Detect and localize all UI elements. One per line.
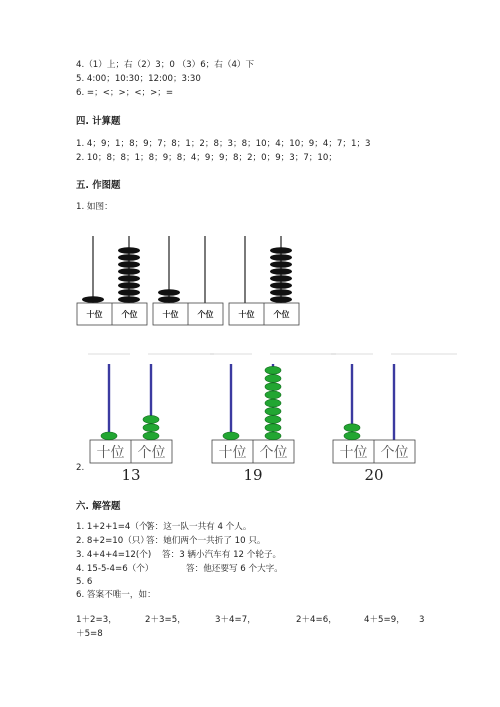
tens-bead	[101, 432, 117, 440]
word-answer-4-eq: 4. 15-5-4=6（个）	[76, 564, 154, 574]
example-2: 2＋3=5，	[145, 615, 186, 625]
word-answer-1-text: 答：这一队一共有 4 个人。	[146, 522, 252, 532]
word-answer-2-eq: 2. 8+2=10（只）	[76, 536, 149, 546]
ones-bead	[143, 432, 159, 440]
ones-bead	[118, 282, 140, 289]
tens-bead	[223, 432, 239, 440]
word-answer-3-text: 答：3 辆小汽车有 12 个轮子。	[162, 550, 282, 560]
tens-label: 十位	[218, 445, 247, 461]
tens-label: 十位	[162, 310, 179, 319]
drawing-item-1: 1. 如图：	[76, 202, 113, 212]
ones-label: 个位	[273, 310, 290, 319]
ones-bead	[265, 391, 281, 399]
section-heading-drawing: 五. 作图题	[76, 180, 121, 191]
ones-bead	[118, 268, 140, 275]
ones-bead	[270, 254, 292, 261]
ones-bead	[265, 424, 281, 432]
ones-label: 个位	[259, 445, 288, 461]
tens-label: 十位	[86, 310, 103, 319]
ones-bead	[270, 289, 292, 296]
tens-bead	[158, 296, 180, 303]
tens-bead	[344, 424, 360, 432]
ones-bead	[143, 424, 159, 432]
ones-label: 个位	[137, 445, 166, 461]
drawing-item-2: 2.	[76, 463, 85, 473]
ones-bead	[270, 282, 292, 289]
ones-bead	[270, 275, 292, 282]
ones-bead	[118, 289, 140, 296]
ones-bead	[265, 432, 281, 440]
ones-bead	[118, 275, 140, 282]
ones-bead	[270, 296, 292, 303]
ones-bead	[118, 296, 140, 303]
ones-bead	[265, 383, 281, 391]
calc-line-1: 1. 4；9；1；8；9；7；8；1；2；8；3；8；10；4；10；9；4；7；1；3	[76, 139, 371, 149]
ones-bead	[118, 247, 140, 254]
ones-label: 个位	[380, 445, 409, 461]
word-answer-6: 6. 答案不唯一，如：	[76, 590, 156, 600]
example-6-end: ＋5=8	[76, 629, 103, 639]
ones-bead	[270, 247, 292, 254]
abacus-number: 20	[364, 466, 384, 484]
answer-line-4: 4.（1）上；右（2）3；0 （3）6；右（4）下	[76, 60, 255, 70]
ones-bead	[265, 399, 281, 407]
word-answer-1-eq: 1. 1+2+1=4（个）	[76, 522, 157, 532]
section-heading-word-problems: 六. 解答题	[76, 501, 121, 512]
abacus-number: 13	[121, 466, 141, 484]
answer-line-6: 6. =；<；>；<；>；=	[76, 88, 174, 98]
abacus-number: 19	[243, 466, 263, 484]
answer-line-5: 5. 4:00；10:30；12:00；3:30	[76, 74, 201, 84]
word-answer-2-text: 答：她们两个一共折了 10 只。	[146, 536, 266, 546]
tens-label: 十位	[339, 445, 368, 461]
tens-bead	[344, 432, 360, 440]
ones-bead	[143, 416, 159, 424]
example-3: 3＋4=7，	[215, 615, 256, 625]
tens-bead	[82, 296, 104, 303]
ones-bead	[265, 416, 281, 424]
ones-bead	[265, 375, 281, 383]
tens-bead	[158, 289, 180, 296]
tens-label: 十位	[238, 310, 255, 319]
ones-label: 个位	[197, 310, 214, 319]
ones-bead	[270, 261, 292, 268]
tens-label: 十位	[96, 445, 125, 461]
ones-bead	[265, 407, 281, 415]
example-6-start: 3	[419, 615, 425, 625]
example-5: 4＋5=9，	[364, 615, 405, 625]
example-1: 1＋2=3，	[76, 615, 117, 625]
calc-line-2: 2. 10；8；8；1；8；9；8；4；9；9；8；2；0；9；3；7；10；	[76, 153, 337, 163]
word-answer-4-text: 答：他还要写 6 个大字。	[186, 564, 283, 574]
word-answer-5: 5. 6	[76, 577, 93, 587]
ones-label: 个位	[121, 310, 138, 319]
section-heading-calc: 四. 计算题	[76, 116, 121, 127]
word-answer-3-eq: 3. 4+4+4=12(个)	[76, 550, 152, 560]
example-4: 2＋4=6，	[296, 615, 337, 625]
ones-bead	[118, 254, 140, 261]
ones-bead	[265, 366, 281, 374]
ones-bead	[118, 261, 140, 268]
ones-bead	[270, 268, 292, 275]
